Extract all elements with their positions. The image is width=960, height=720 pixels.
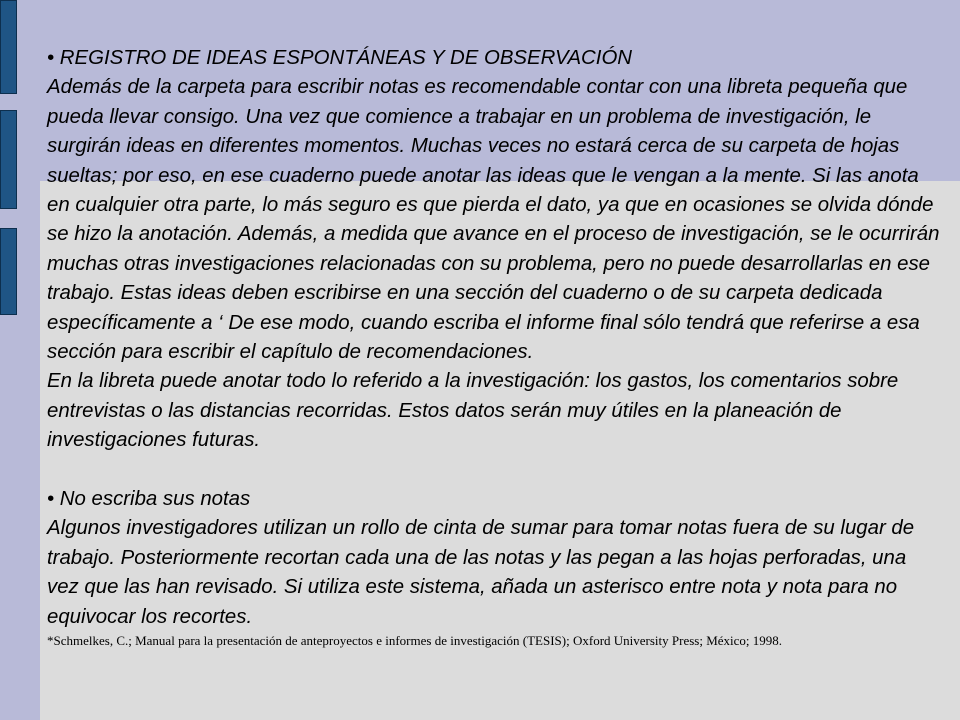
- section1-paragraph-1: Además de la carpeta para escribir notas es recomendable contar con una libreta pequeña que pueda llevar consigo. Una vez que comience a trabajar en un problema de investigación, le surgirán ideas en diferentes momentos. Muchas veces no estará cerca de su carpeta de hojas sueltas; por eso, en ese cuaderno puede anotar las ideas que le vengan a la mente. Si las anota en cualquier otra parte, lo más seguro es que pierda el dato, ya que en ocasiones se olvida dónde se hizo la anotación. Además, a medida que avance en el proceso de investigación, se le ocurrirán muchas otras investigaciones relacionadas con su problema, pero no puede desarrollarlas en ese trabajo. Estas ideas deben escribirse en una sección del cuaderno o de su carpeta dedicada específicamente a ‘ De ese modo, cuando escriba el informe final sólo tendrá que referirse a esa sección para escribir el capítulo de recomendaciones.: [47, 76, 940, 364]
- accent-bar-bottom: [0, 228, 17, 315]
- citation: *Schmelkes, C.; Manual para la presentación de anteproyectos e informes de investigación (TESIS); Oxford University Press; México; 1998.: [47, 633, 783, 649]
- accent-bar-middle: [0, 110, 17, 209]
- slide-body: [47, 44, 942, 650]
- section2-paragraph-1: Algunos investigadores utilizan un rollo de cinta de sumar para tomar notas fuera de su lugar de trabajo. Posteriormente recortan cada una de las notas y las pegan a las hojas perforadas, una vez que las han revisado. Si utiliza este sistema, añada un asterisco entre nota y nota para no equivocar los recortes.: [47, 517, 915, 628]
- accent-bar-top: [0, 0, 17, 94]
- section2-heading: • No escriba sus notas: [47, 488, 251, 511]
- section1-heading: • REGISTRO DE IDEAS ESPONTÁNEAS Y DE OBSERVACIÓN: [47, 47, 633, 69]
- section1-paragraph-2: En la libreta puede anotar todo lo referido a la investigación: los gastos, los comentarios sobre entrevistas o las distancias recorridas. Estos datos serán muy útiles en la planeación de investigaciones futuras.: [47, 370, 899, 452]
- section-spacer: [47, 456, 942, 485]
